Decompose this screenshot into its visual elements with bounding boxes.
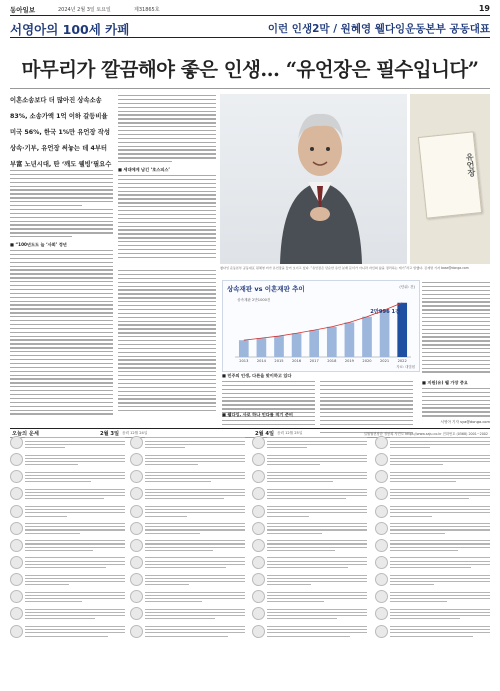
zodiac-animal-icon bbox=[375, 539, 388, 552]
horoscope-entry bbox=[130, 539, 245, 553]
horoscope-entry bbox=[375, 573, 490, 587]
x-tick-label: 2013 bbox=[239, 359, 249, 363]
body-column-3 bbox=[118, 270, 216, 414]
headline: 마무리가 깔끔해야 좋은 인생… “유언장은 필수입니다” bbox=[21, 58, 479, 81]
zodiac-animal-icon bbox=[252, 625, 265, 638]
zodiac-animal-icon bbox=[375, 625, 388, 638]
body-column-2 bbox=[118, 95, 216, 165]
horoscope-text bbox=[267, 453, 367, 467]
horoscope-entry bbox=[10, 436, 125, 450]
horoscope-entry bbox=[375, 487, 490, 501]
horoscope-text bbox=[145, 436, 245, 450]
horoscope-entry bbox=[375, 590, 490, 604]
horoscope-entry bbox=[375, 607, 490, 621]
zodiac-animal-icon bbox=[10, 625, 23, 638]
zodiac-animal-icon bbox=[375, 436, 388, 449]
horoscope-text bbox=[25, 556, 125, 570]
horoscope-text bbox=[145, 505, 245, 519]
zodiac-animal-icon bbox=[130, 625, 143, 638]
horoscope-entry bbox=[375, 539, 490, 553]
horoscope-entry bbox=[252, 556, 367, 570]
horoscope-text bbox=[267, 470, 367, 484]
horoscope-entry bbox=[130, 607, 245, 621]
horoscope-entry bbox=[10, 487, 125, 501]
horoscope-text bbox=[390, 522, 490, 536]
zodiac-animal-icon bbox=[10, 556, 23, 569]
zodiac-animal-icon bbox=[130, 522, 143, 535]
bar-2020 bbox=[362, 317, 372, 357]
horoscope-entry bbox=[130, 556, 245, 570]
x-tick-label: 2021 bbox=[380, 359, 390, 363]
page-number: 19 bbox=[478, 4, 490, 13]
horoscope-text bbox=[390, 436, 490, 450]
column-title-left: 서영아의 100세 카페 bbox=[10, 22, 130, 37]
horoscope-text bbox=[390, 607, 490, 621]
zodiac-animal-icon bbox=[10, 573, 23, 586]
horoscope-text bbox=[390, 453, 490, 467]
x-tick-label: 2017 bbox=[309, 359, 319, 363]
will-title: 유언장 bbox=[464, 152, 477, 178]
body-column-1b bbox=[10, 250, 113, 417]
horoscope-text bbox=[267, 505, 367, 519]
horoscope-text bbox=[145, 625, 245, 639]
zodiac-animal-icon bbox=[375, 487, 388, 500]
body-column-5 bbox=[422, 282, 490, 375]
horoscope-entry bbox=[252, 436, 367, 450]
horoscope-entry bbox=[130, 625, 245, 639]
bar-2014 bbox=[257, 338, 267, 357]
intro-line: 미국 56%, 한국 1%만 유언장 작성 bbox=[10, 129, 110, 136]
x-tick-label: 2016 bbox=[292, 359, 302, 363]
data-label-latest: 2만996 1건 bbox=[370, 308, 401, 315]
horoscope-text bbox=[267, 436, 367, 450]
chart-title: 상속재판 vs 이혼재판 추이 bbox=[227, 285, 305, 293]
horoscope-text bbox=[25, 505, 125, 519]
horoscope-text bbox=[390, 487, 490, 501]
subhead: ■ 웰다잉, 사로 하나 인다를 적기 준비 bbox=[222, 412, 293, 417]
horoscope-entry bbox=[252, 539, 367, 553]
zodiac-animal-icon bbox=[252, 573, 265, 586]
zodiac-animal-icon bbox=[10, 487, 23, 500]
horoscope-text bbox=[267, 625, 367, 639]
annotation-label: 상속재판 2만1000건 bbox=[237, 298, 271, 302]
horoscope-text bbox=[390, 556, 490, 570]
zodiac-animal-icon bbox=[375, 453, 388, 466]
horoscope-text bbox=[25, 470, 125, 484]
zodiac-animal-icon bbox=[10, 453, 23, 466]
zodiac-animal-icon bbox=[10, 522, 23, 535]
horoscope-text bbox=[390, 539, 490, 553]
x-tick-label: 2014 bbox=[256, 359, 266, 363]
horoscope-entry bbox=[130, 505, 245, 519]
zodiac-animal-icon bbox=[252, 453, 265, 466]
horoscope-entry bbox=[375, 470, 490, 484]
horoscope-entry bbox=[375, 556, 490, 570]
horoscope-text bbox=[25, 522, 125, 536]
horoscope-entry bbox=[10, 590, 125, 604]
horoscope-text bbox=[145, 573, 245, 587]
horoscope-entry bbox=[10, 625, 125, 639]
body-column-1 bbox=[10, 170, 113, 240]
horoscope-entry bbox=[130, 487, 245, 501]
horoscope-text bbox=[390, 505, 490, 519]
horoscope-date-1: 2월 3일 bbox=[100, 430, 120, 437]
zodiac-animal-icon bbox=[375, 607, 388, 620]
zodiac-animal-icon bbox=[130, 487, 143, 500]
intro-line: 부富 노년시대, 딴 ‘깨도 웰빙’필요수 bbox=[10, 161, 112, 168]
horoscope-entry bbox=[130, 453, 245, 467]
byline: 서영아 기자 sya@donga.com bbox=[440, 420, 490, 424]
zodiac-animal-icon bbox=[252, 522, 265, 535]
zodiac-animal-icon bbox=[10, 505, 23, 518]
horoscope-text bbox=[145, 556, 245, 570]
x-tick-label: 2018 bbox=[327, 359, 337, 363]
bar-2013 bbox=[239, 340, 249, 357]
zodiac-animal-icon bbox=[252, 436, 265, 449]
zodiac-animal-icon bbox=[375, 556, 388, 569]
zodiac-animal-icon bbox=[130, 539, 143, 552]
horoscope-credit: 일월월현장한 정봉희 사진도 https://www.saju.co.kr 전화번호 (0568) 2001~2002 bbox=[363, 431, 488, 436]
horoscope-entry bbox=[252, 522, 367, 536]
horoscope-entry bbox=[130, 436, 245, 450]
horoscope-text bbox=[25, 625, 125, 639]
zodiac-animal-icon bbox=[130, 470, 143, 483]
horoscope-text bbox=[145, 453, 245, 467]
zodiac-animal-icon bbox=[130, 607, 143, 620]
horoscope-entry bbox=[252, 505, 367, 519]
subhead: ■ “100년도도 늘 ‘사회’ 정년 bbox=[10, 242, 67, 247]
zodiac-animal-icon bbox=[252, 539, 265, 552]
horoscope-text bbox=[390, 625, 490, 639]
zodiac-animal-icon bbox=[252, 590, 265, 603]
horoscope-entry bbox=[375, 453, 490, 467]
zodiac-animal-icon bbox=[252, 556, 265, 569]
masthead bbox=[10, 5, 490, 15]
portrait-photo bbox=[220, 94, 407, 264]
zodiac-animal-icon bbox=[10, 607, 23, 620]
horoscope-text bbox=[267, 590, 367, 604]
bar-2018 bbox=[327, 327, 337, 357]
horoscope-text bbox=[267, 487, 367, 501]
zodiac-animal-icon bbox=[375, 573, 388, 586]
zodiac-animal-icon bbox=[130, 505, 143, 518]
horoscope-entry bbox=[252, 487, 367, 501]
zodiac-animal-icon bbox=[10, 470, 23, 483]
x-tick-label: 2015 bbox=[274, 359, 284, 363]
horoscope-entry bbox=[252, 470, 367, 484]
zodiac-animal-icon bbox=[130, 590, 143, 603]
body-column-2b bbox=[118, 175, 216, 261]
horoscope-text bbox=[267, 522, 367, 536]
intro-summary bbox=[10, 95, 115, 168]
horoscope-entry bbox=[252, 453, 367, 467]
horoscope-title: 오늘의 운세 bbox=[12, 430, 39, 437]
zodiac-animal-icon bbox=[252, 607, 265, 620]
zodiac-animal-icon bbox=[375, 470, 388, 483]
zodiac-animal-icon bbox=[252, 505, 265, 518]
intro-line: 83%, 소송가액 1억 이하 갈등비율 bbox=[10, 113, 108, 120]
horoscope-text bbox=[145, 470, 245, 484]
horoscope-text bbox=[145, 590, 245, 604]
issue-number: 제31865호 bbox=[134, 7, 160, 13]
horoscope-text bbox=[390, 573, 490, 587]
body-column-5b bbox=[422, 388, 490, 419]
horoscope-entry bbox=[10, 539, 125, 553]
zodiac-animal-icon bbox=[10, 436, 23, 449]
chart-plot bbox=[223, 281, 419, 371]
horoscope-text bbox=[267, 556, 367, 570]
horoscope-text bbox=[25, 607, 125, 621]
zodiac-animal-icon bbox=[10, 539, 23, 552]
paper-name: 동아일보 bbox=[10, 6, 36, 14]
zodiac-animal-icon bbox=[130, 556, 143, 569]
horoscope-entry bbox=[252, 625, 367, 639]
horoscope-text bbox=[145, 539, 245, 553]
horoscope-text bbox=[25, 590, 125, 604]
chart-panel bbox=[222, 280, 420, 372]
horoscope-entry bbox=[10, 607, 125, 621]
subhead: ■ 세대에게 남긴 ‘호스피스’ bbox=[118, 167, 170, 172]
horoscope-entry bbox=[130, 590, 245, 604]
horoscope-text bbox=[267, 607, 367, 621]
horoscope-text bbox=[145, 607, 245, 621]
horoscope-text bbox=[145, 487, 245, 501]
body-column-4 bbox=[222, 381, 315, 428]
horoscope-text bbox=[25, 573, 125, 587]
horoscope-entry bbox=[10, 556, 125, 570]
horoscope-entry bbox=[10, 505, 125, 519]
horoscope-entry bbox=[10, 522, 125, 536]
horoscope-column-4 bbox=[375, 436, 490, 685]
horoscope-entry bbox=[375, 625, 490, 639]
horoscope-text bbox=[25, 436, 125, 450]
photo-caption: 웰다잉 운동본부 공동대표 원혜영 씨가 유언장을 들어 보이고 있다. “유언장은 단순한 유산 분배 문서가 아니라 자신의 삶을 정리하는 계기”라고 말했다. 김재명 기자 base@donga.com bbox=[220, 266, 469, 270]
horoscope-entry bbox=[252, 573, 367, 587]
horoscope-entry bbox=[130, 470, 245, 484]
subhead: ■ 민주의 인생, 다른을 맞이하고 있다 bbox=[222, 373, 292, 378]
horoscope-date-2-lunar: 음력 12월 25일 bbox=[277, 430, 303, 435]
horoscope-text bbox=[390, 470, 490, 484]
x-tick-label: 2020 bbox=[362, 359, 372, 363]
horoscope-entry bbox=[130, 522, 245, 536]
horoscope-column-3 bbox=[252, 436, 367, 685]
horoscope-entry bbox=[252, 590, 367, 604]
horoscope-text bbox=[25, 539, 125, 553]
zodiac-animal-icon bbox=[375, 590, 388, 603]
bar-2019 bbox=[345, 322, 355, 357]
will-document bbox=[418, 131, 482, 218]
horoscope-entry bbox=[375, 505, 490, 519]
horoscope-entry bbox=[10, 573, 125, 587]
chart-source: 자료: 대법원 bbox=[396, 365, 415, 369]
horoscope-entry bbox=[252, 607, 367, 621]
issue-date: 2024년 2월 3일 토요일 bbox=[58, 7, 111, 13]
zodiac-animal-icon bbox=[10, 590, 23, 603]
x-tick-label: 2019 bbox=[344, 359, 354, 363]
bar-2015 bbox=[274, 336, 284, 357]
zodiac-animal-icon bbox=[375, 505, 388, 518]
bar-2021 bbox=[380, 310, 390, 357]
subhead: ■ 지원(유) 웰 가장 중요 bbox=[422, 380, 468, 385]
bar-2017 bbox=[309, 330, 319, 357]
zodiac-animal-icon bbox=[252, 470, 265, 483]
horoscope-text bbox=[25, 453, 125, 467]
horoscope-entry bbox=[375, 436, 490, 450]
chart-unit: (단위: 건) bbox=[399, 285, 415, 289]
horoscope-column-1 bbox=[10, 436, 125, 685]
horoscope-entry bbox=[130, 573, 245, 587]
portrait-figure bbox=[220, 94, 407, 264]
horoscope-text bbox=[25, 487, 125, 501]
horoscope-entry bbox=[10, 470, 125, 484]
horoscope-text bbox=[267, 573, 367, 587]
zodiac-animal-icon bbox=[130, 573, 143, 586]
intro-line: 이혼소송보다 더 많아진 상속소송 bbox=[10, 97, 102, 104]
intro-line: 상속·기부, 유언장 써놓는 데 4부터 bbox=[10, 145, 108, 152]
zodiac-animal-icon bbox=[375, 522, 388, 535]
horoscope-entry bbox=[375, 522, 490, 536]
horoscope-text bbox=[390, 590, 490, 604]
x-tick-label: 2022 bbox=[397, 359, 407, 363]
zodiac-animal-icon bbox=[130, 436, 143, 449]
document-photo bbox=[410, 94, 490, 264]
horoscope-text bbox=[145, 522, 245, 536]
zodiac-animal-icon bbox=[130, 453, 143, 466]
horoscope-date-2: 2월 4일 bbox=[255, 430, 275, 437]
horoscope-column-2 bbox=[130, 436, 245, 685]
zodiac-animal-icon bbox=[252, 487, 265, 500]
horoscope-entry bbox=[10, 453, 125, 467]
horoscope-text bbox=[267, 539, 367, 553]
column-title-right: 이런 인생2막 / 원혜영 웰다잉운동본부 공동대표 bbox=[267, 23, 490, 35]
horoscope-date-1-lunar: 음력 12월 24일 bbox=[122, 430, 148, 435]
bar-2016 bbox=[292, 333, 302, 357]
